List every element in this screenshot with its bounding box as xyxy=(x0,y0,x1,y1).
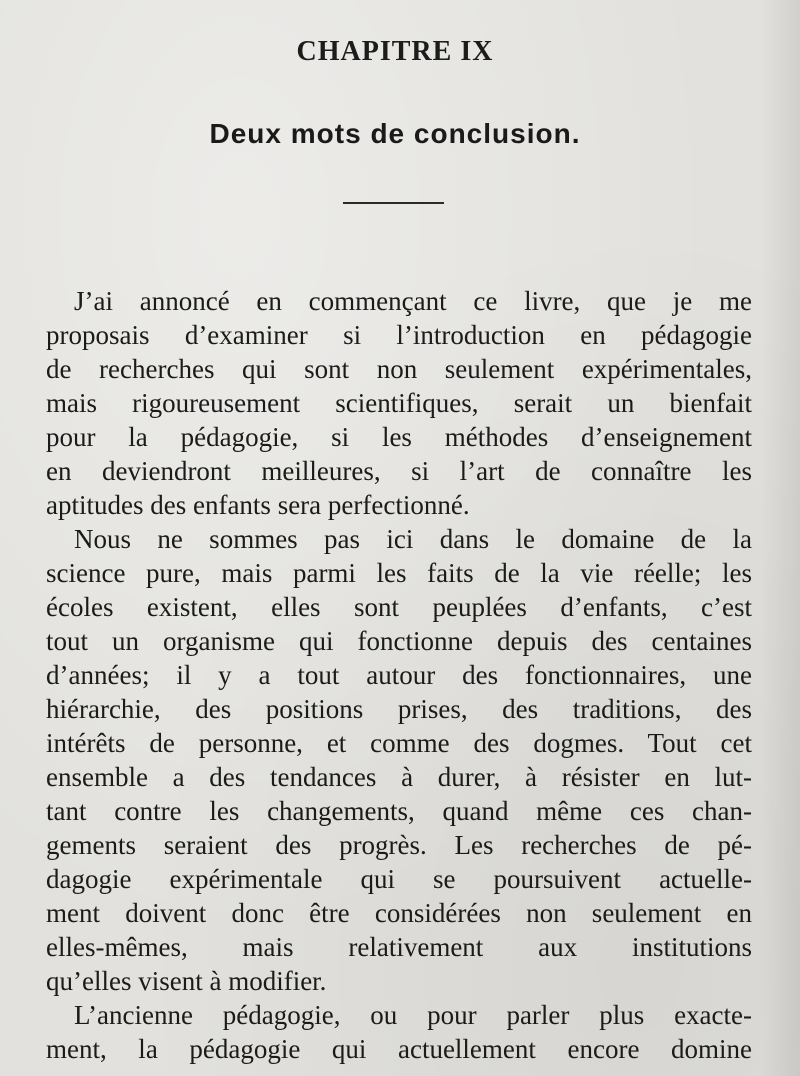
text-line: de recherches qui sont non seulement expérimentales, xyxy=(46,354,752,384)
text-line: aptitudes des enfants sera perfectionné. xyxy=(46,490,470,520)
text-line: tout un organisme qui fonctionne depuis des centaines xyxy=(46,626,752,656)
title-divider xyxy=(343,202,444,204)
text-line: ensemble a des tendances à durer, à résister en lut- xyxy=(46,762,752,792)
text-line: pour la pédagogie, si les méthodes d’enseignement xyxy=(46,422,752,452)
text-line: écoles existent, elles sont peuplées d’enfants, c’est xyxy=(46,592,752,622)
text-line: elles-mêmes, mais relativement aux institutions xyxy=(46,932,752,962)
text-line: gements seraient des progrès. Les recherches de pé- xyxy=(46,830,752,860)
text-line: qu’elles visent à modifier. xyxy=(46,966,327,996)
chapter-title: Deux mots de conclusion. xyxy=(209,118,581,149)
text-line: L’ancienne pédagogie, ou pour parler plus exacte- xyxy=(74,1000,752,1030)
text-line: intérêts de personne, et comme des dogmes. Tout cet xyxy=(46,728,752,758)
text-line: d’années; il y a tout autour des fonctionnaires, une xyxy=(46,660,752,690)
text-line: hiérarchie, des positions prises, des traditions, des xyxy=(46,694,752,724)
text-line: tant contre les changements, quand même ces chan- xyxy=(46,796,752,826)
text-line: ment, la pédagogie qui actuellement encore domine xyxy=(46,1034,752,1064)
text-line: J’ai annoncé en commençant ce livre, que je me xyxy=(74,286,752,316)
text-line: en deviendront meilleures, si l’art de connaître les xyxy=(46,456,752,486)
text-line: proposais d’examiner si l’introduction en pédagogie xyxy=(46,320,752,350)
text-line: science pure, mais parmi les faits de la vie réelle; les xyxy=(46,558,752,588)
chapter-heading: CHAPITRE IX xyxy=(296,36,494,67)
text-line: dagogie expérimentale qui se poursuivent actuelle- xyxy=(46,864,752,894)
text-line: ment doivent donc être considérées non seulement en xyxy=(46,898,752,928)
text-line: Nous ne sommes pas ici dans le domaine de la xyxy=(74,524,752,554)
text-line: mais rigoureusement scientifiques, serait un bienfait xyxy=(46,388,752,418)
